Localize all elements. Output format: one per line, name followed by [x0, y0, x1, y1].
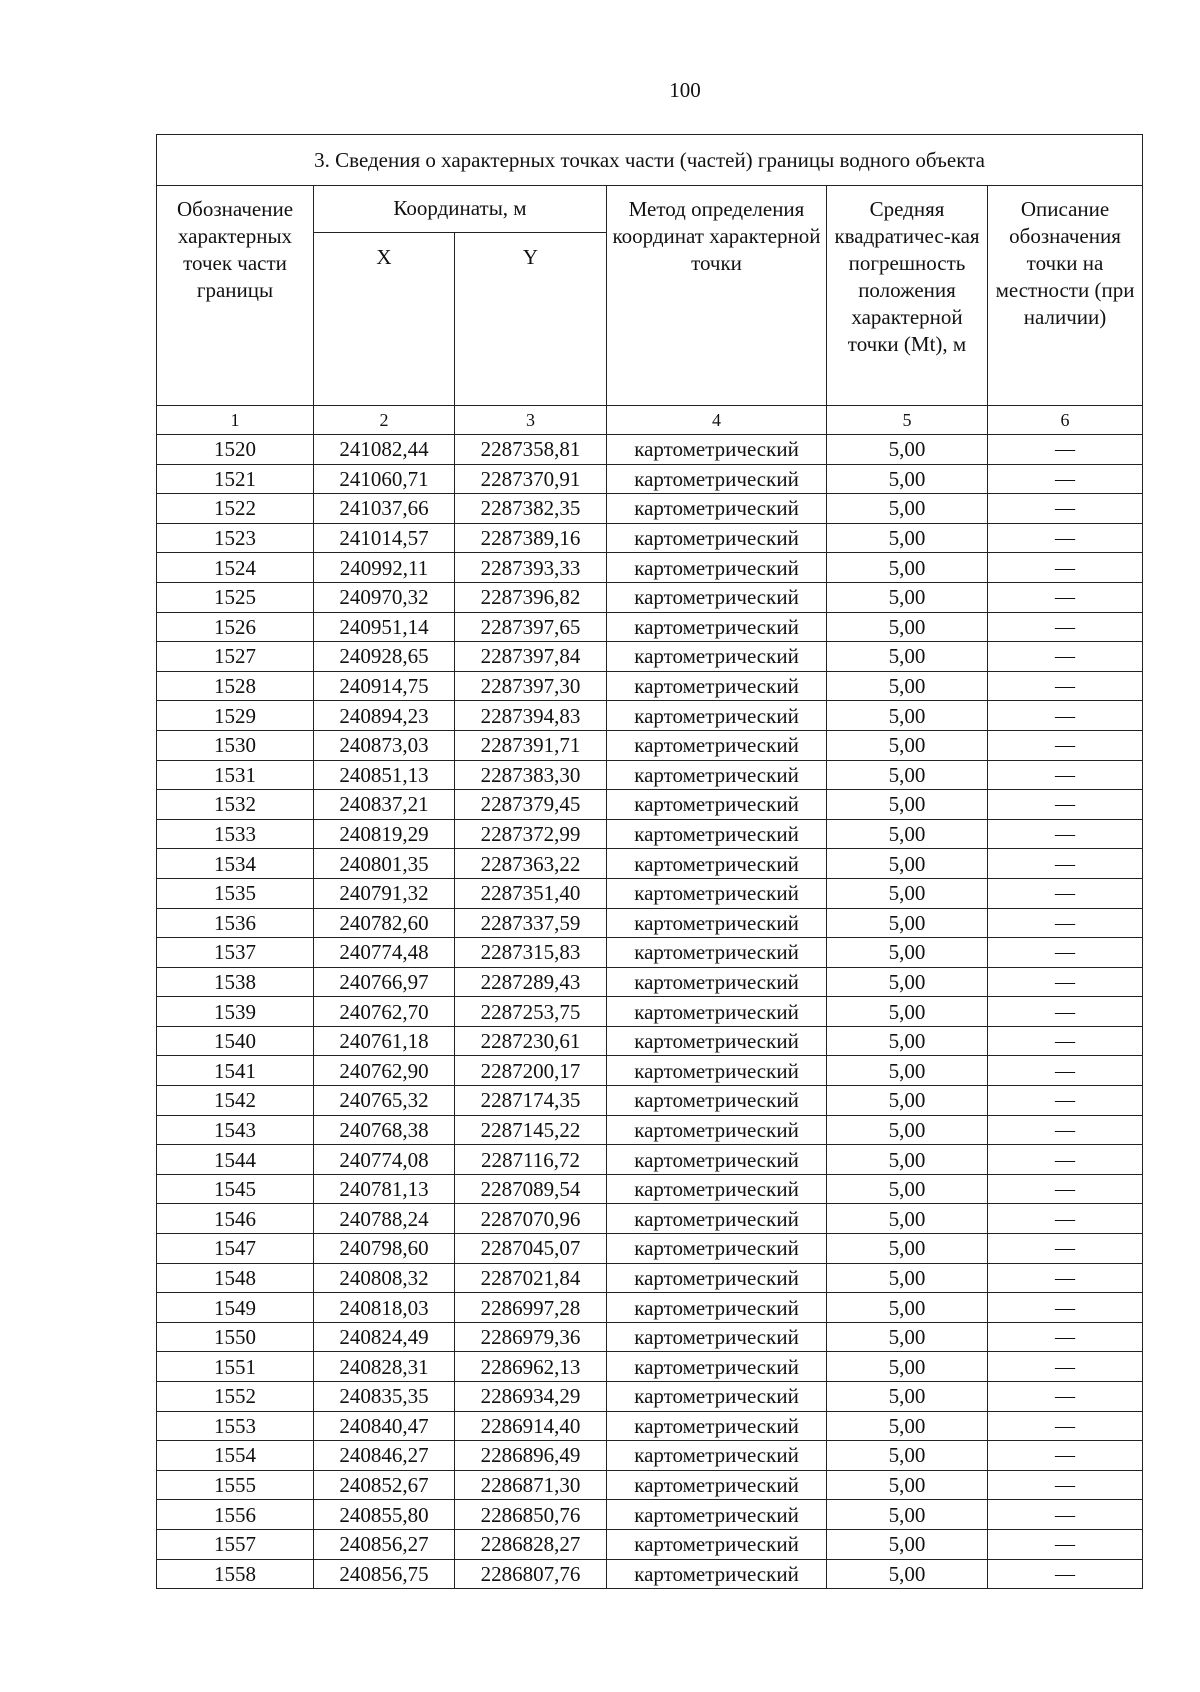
y-coordinate-cell: 2287391,71	[455, 730, 607, 760]
y-coordinate-cell: 2287372,99	[455, 819, 607, 849]
y-coordinate-cell: 2287383,30	[455, 760, 607, 790]
point-id-cell: 1522	[157, 494, 314, 524]
y-coordinate-cell: 2287389,16	[455, 523, 607, 553]
x-coordinate-cell: 240788,24	[314, 1204, 455, 1234]
description-cell: —	[988, 1322, 1143, 1352]
error-cell: 5,00	[827, 819, 988, 849]
x-coordinate-cell: 240970,32	[314, 582, 455, 612]
table-row	[157, 1470, 1143, 1500]
x-coordinate-cell: 240818,03	[314, 1293, 455, 1323]
description-cell: —	[988, 671, 1143, 701]
y-coordinate-cell: 2287382,35	[455, 494, 607, 524]
description-cell: —	[988, 464, 1143, 494]
method-cell: картометрический	[607, 997, 827, 1027]
y-coordinate-cell: 2286896,49	[455, 1441, 607, 1471]
method-cell: картометрический	[607, 1263, 827, 1293]
error-cell: 5,00	[827, 1529, 988, 1559]
x-coordinate-cell: 240928,65	[314, 642, 455, 672]
y-coordinate-cell: 2286962,13	[455, 1352, 607, 1382]
table-row	[157, 1322, 1143, 1352]
point-id-cell: 1547	[157, 1234, 314, 1264]
method-cell: картометрический	[607, 967, 827, 997]
column-number: 6	[988, 406, 1143, 435]
error-cell: 5,00	[827, 1500, 988, 1530]
point-id-cell: 1524	[157, 553, 314, 583]
description-cell: —	[988, 612, 1143, 642]
method-cell: картометрический	[607, 494, 827, 524]
point-id-cell: 1532	[157, 790, 314, 820]
point-id-cell: 1550	[157, 1322, 314, 1352]
description-cell: —	[988, 1204, 1143, 1234]
error-cell: 5,00	[827, 1352, 988, 1382]
header-coordinates: Координаты, м	[314, 186, 607, 233]
point-id-cell: 1543	[157, 1115, 314, 1145]
table-row	[157, 1086, 1143, 1116]
y-coordinate-cell: 2287315,83	[455, 938, 607, 968]
point-id-cell: 1541	[157, 1056, 314, 1086]
error-cell: 5,00	[827, 790, 988, 820]
x-coordinate-cell: 240768,38	[314, 1115, 455, 1145]
method-cell: картометрический	[607, 1529, 827, 1559]
table-row	[157, 494, 1143, 524]
x-coordinate-cell: 240781,13	[314, 1174, 455, 1204]
method-cell: картометрический	[607, 790, 827, 820]
point-id-cell: 1546	[157, 1204, 314, 1234]
point-id-cell: 1553	[157, 1411, 314, 1441]
description-cell: —	[988, 730, 1143, 760]
table-row	[157, 997, 1143, 1027]
x-coordinate-cell: 240855,80	[314, 1500, 455, 1530]
point-id-cell: 1558	[157, 1559, 314, 1589]
x-coordinate-cell: 240840,47	[314, 1411, 455, 1441]
y-coordinate-cell: 2287397,65	[455, 612, 607, 642]
description-cell: —	[988, 1026, 1143, 1056]
point-id-cell: 1555	[157, 1470, 314, 1500]
method-cell: картометрический	[607, 1322, 827, 1352]
point-id-cell: 1539	[157, 997, 314, 1027]
point-id-cell: 1531	[157, 760, 314, 790]
y-coordinate-cell: 2287021,84	[455, 1263, 607, 1293]
table-row	[157, 760, 1143, 790]
description-cell: —	[988, 1470, 1143, 1500]
description-cell: —	[988, 849, 1143, 879]
table-row	[157, 671, 1143, 701]
table-row	[157, 849, 1143, 879]
description-cell: —	[988, 642, 1143, 672]
method-cell: картометрический	[607, 671, 827, 701]
point-id-cell: 1538	[157, 967, 314, 997]
description-cell: —	[988, 701, 1143, 731]
table-row	[157, 1174, 1143, 1204]
method-cell: картометрический	[607, 938, 827, 968]
description-cell: —	[988, 1500, 1143, 1530]
header-x: X	[314, 233, 455, 406]
x-coordinate-cell: 240951,14	[314, 612, 455, 642]
x-coordinate-cell: 240774,48	[314, 938, 455, 968]
description-cell: —	[988, 1115, 1143, 1145]
error-cell: 5,00	[827, 938, 988, 968]
error-cell: 5,00	[827, 967, 988, 997]
method-cell: картометрический	[607, 819, 827, 849]
table-row	[157, 790, 1143, 820]
table-row	[157, 1500, 1143, 1530]
x-coordinate-cell: 241060,71	[314, 464, 455, 494]
point-id-cell: 1540	[157, 1026, 314, 1056]
error-cell: 5,00	[827, 878, 988, 908]
y-coordinate-cell: 2287393,33	[455, 553, 607, 583]
point-id-cell: 1534	[157, 849, 314, 879]
description-cell: —	[988, 790, 1143, 820]
method-cell: картометрический	[607, 730, 827, 760]
header-point-designation: Обозначение характерных точек части границы	[157, 186, 314, 406]
y-coordinate-cell: 2286997,28	[455, 1293, 607, 1323]
y-coordinate-cell: 2287397,84	[455, 642, 607, 672]
y-coordinate-cell: 2287045,07	[455, 1234, 607, 1264]
error-cell: 5,00	[827, 1056, 988, 1086]
table-row	[157, 1441, 1143, 1471]
error-cell: 5,00	[827, 553, 988, 583]
description-cell: —	[988, 878, 1143, 908]
y-coordinate-cell: 2286807,76	[455, 1559, 607, 1589]
method-cell: картометрический	[607, 1441, 827, 1471]
point-id-cell: 1535	[157, 878, 314, 908]
table-row	[157, 730, 1143, 760]
error-cell: 5,00	[827, 1293, 988, 1323]
y-coordinate-cell: 2287379,45	[455, 790, 607, 820]
y-coordinate-cell: 2286828,27	[455, 1529, 607, 1559]
method-cell: картометрический	[607, 1470, 827, 1500]
x-coordinate-cell: 240851,13	[314, 760, 455, 790]
table-row	[157, 464, 1143, 494]
table-row	[157, 701, 1143, 731]
table-row	[157, 1352, 1143, 1382]
y-coordinate-cell: 2287230,61	[455, 1026, 607, 1056]
point-id-cell: 1525	[157, 582, 314, 612]
description-cell: —	[988, 435, 1143, 465]
point-id-cell: 1544	[157, 1145, 314, 1175]
table-row	[157, 1145, 1143, 1175]
error-cell: 5,00	[827, 612, 988, 642]
x-coordinate-cell: 240798,60	[314, 1234, 455, 1264]
column-number: 1	[157, 406, 314, 435]
table-row	[157, 1411, 1143, 1441]
method-cell: картометрический	[607, 849, 827, 879]
page-number: 100	[669, 78, 701, 102]
description-cell: —	[988, 523, 1143, 553]
description-cell: —	[988, 1263, 1143, 1293]
method-cell: картометрический	[607, 878, 827, 908]
table-row	[157, 435, 1143, 465]
table-row	[157, 938, 1143, 968]
method-cell: картометрический	[607, 908, 827, 938]
header-y: Y	[455, 233, 607, 406]
y-coordinate-cell: 2286850,76	[455, 1500, 607, 1530]
error-cell: 5,00	[827, 1559, 988, 1589]
method-cell: картометрический	[607, 1056, 827, 1086]
table-title: 3. Сведения о характерных точках части (частей) границы водного объекта	[157, 135, 1143, 186]
y-coordinate-cell: 2287200,17	[455, 1056, 607, 1086]
point-id-cell: 1528	[157, 671, 314, 701]
y-coordinate-cell: 2287337,59	[455, 908, 607, 938]
x-coordinate-cell: 240819,29	[314, 819, 455, 849]
description-cell: —	[988, 908, 1143, 938]
point-id-cell: 1557	[157, 1529, 314, 1559]
point-id-cell: 1556	[157, 1500, 314, 1530]
method-cell: картометрический	[607, 701, 827, 731]
description-cell: —	[988, 1559, 1143, 1589]
method-cell: картометрический	[607, 1500, 827, 1530]
table-row	[157, 1559, 1143, 1589]
description-cell: —	[988, 1234, 1143, 1264]
description-cell: —	[988, 1174, 1143, 1204]
table-row	[157, 1263, 1143, 1293]
point-id-cell: 1523	[157, 523, 314, 553]
point-id-cell: 1552	[157, 1382, 314, 1412]
column-number: 3	[455, 406, 607, 435]
x-coordinate-cell: 240894,23	[314, 701, 455, 731]
x-coordinate-cell: 240791,32	[314, 878, 455, 908]
description-cell: —	[988, 1293, 1143, 1323]
x-coordinate-cell: 240835,35	[314, 1382, 455, 1412]
y-coordinate-cell: 2287253,75	[455, 997, 607, 1027]
method-cell: картометрический	[607, 553, 827, 583]
error-cell: 5,00	[827, 671, 988, 701]
description-cell: —	[988, 760, 1143, 790]
point-id-cell: 1527	[157, 642, 314, 672]
x-coordinate-cell: 240992,11	[314, 553, 455, 583]
description-cell: —	[988, 1352, 1143, 1382]
method-cell: картометрический	[607, 1145, 827, 1175]
point-id-cell: 1551	[157, 1352, 314, 1382]
method-cell: картометрический	[607, 760, 827, 790]
description-cell: —	[988, 494, 1143, 524]
x-coordinate-cell: 240766,97	[314, 967, 455, 997]
method-cell: картометрический	[607, 612, 827, 642]
y-coordinate-cell: 2287070,96	[455, 1204, 607, 1234]
x-coordinate-cell: 240801,35	[314, 849, 455, 879]
coordinates-table	[156, 134, 1143, 1589]
description-cell: —	[988, 819, 1143, 849]
error-cell: 5,00	[827, 1174, 988, 1204]
table-row	[157, 523, 1143, 553]
error-cell: 5,00	[827, 997, 988, 1027]
method-cell: картометрический	[607, 1411, 827, 1441]
point-id-cell: 1542	[157, 1086, 314, 1116]
y-coordinate-cell: 2287089,54	[455, 1174, 607, 1204]
error-cell: 5,00	[827, 1470, 988, 1500]
table-row	[157, 642, 1143, 672]
point-id-cell: 1533	[157, 819, 314, 849]
point-id-cell: 1520	[157, 435, 314, 465]
point-id-cell: 1521	[157, 464, 314, 494]
method-cell: картометрический	[607, 1382, 827, 1412]
x-coordinate-cell: 240837,21	[314, 790, 455, 820]
description-cell: —	[988, 1441, 1143, 1471]
point-id-cell: 1530	[157, 730, 314, 760]
table-row	[157, 908, 1143, 938]
description-cell: —	[988, 997, 1143, 1027]
method-cell: картометрический	[607, 464, 827, 494]
description-cell: —	[988, 553, 1143, 583]
error-cell: 5,00	[827, 1086, 988, 1116]
table-row	[157, 1529, 1143, 1559]
description-cell: —	[988, 967, 1143, 997]
error-cell: 5,00	[827, 1263, 988, 1293]
y-coordinate-cell: 2287363,22	[455, 849, 607, 879]
method-cell: картометрический	[607, 1174, 827, 1204]
error-cell: 5,00	[827, 494, 988, 524]
y-coordinate-cell: 2287351,40	[455, 878, 607, 908]
description-cell: —	[988, 1086, 1143, 1116]
error-cell: 5,00	[827, 760, 988, 790]
error-cell: 5,00	[827, 1322, 988, 1352]
method-cell: картометрический	[607, 435, 827, 465]
header-description: Описание обозначения точки на местности (при наличии)	[988, 186, 1143, 406]
y-coordinate-cell: 2287397,30	[455, 671, 607, 701]
description-cell: —	[988, 582, 1143, 612]
table-row	[157, 1204, 1143, 1234]
table-row	[157, 819, 1143, 849]
error-cell: 5,00	[827, 1382, 988, 1412]
y-coordinate-cell: 2287289,43	[455, 967, 607, 997]
y-coordinate-cell: 2287116,72	[455, 1145, 607, 1175]
error-cell: 5,00	[827, 1204, 988, 1234]
error-cell: 5,00	[827, 582, 988, 612]
method-cell: картометрический	[607, 1559, 827, 1589]
x-coordinate-cell: 240762,90	[314, 1056, 455, 1086]
description-cell: —	[988, 938, 1143, 968]
method-cell: картометрический	[607, 582, 827, 612]
description-cell: —	[988, 1382, 1143, 1412]
method-cell: картометрический	[607, 523, 827, 553]
x-coordinate-cell: 240828,31	[314, 1352, 455, 1382]
table-row	[157, 582, 1143, 612]
error-cell: 5,00	[827, 730, 988, 760]
point-id-cell: 1537	[157, 938, 314, 968]
table-row	[157, 1115, 1143, 1145]
y-coordinate-cell: 2287358,81	[455, 435, 607, 465]
description-cell: —	[988, 1411, 1143, 1441]
x-coordinate-cell: 240873,03	[314, 730, 455, 760]
error-cell: 5,00	[827, 701, 988, 731]
method-cell: картометрический	[607, 1293, 827, 1323]
error-cell: 5,00	[827, 1234, 988, 1264]
method-cell: картометрический	[607, 1234, 827, 1264]
table-row	[157, 878, 1143, 908]
method-cell: картометрический	[607, 1115, 827, 1145]
error-cell: 5,00	[827, 849, 988, 879]
x-coordinate-cell: 240846,27	[314, 1441, 455, 1471]
point-id-cell: 1536	[157, 908, 314, 938]
x-coordinate-cell: 240782,60	[314, 908, 455, 938]
y-coordinate-cell: 2287370,91	[455, 464, 607, 494]
y-coordinate-cell: 2287396,82	[455, 582, 607, 612]
point-id-cell: 1529	[157, 701, 314, 731]
method-cell: картометрический	[607, 1026, 827, 1056]
header-method: Метод определения координат характерной точки	[607, 186, 827, 406]
method-cell: картометрический	[607, 1086, 827, 1116]
description-cell: —	[988, 1529, 1143, 1559]
y-coordinate-cell: 2287394,83	[455, 701, 607, 731]
description-cell: —	[988, 1056, 1143, 1086]
table-row	[157, 1234, 1143, 1264]
x-coordinate-cell: 240762,70	[314, 997, 455, 1027]
error-cell: 5,00	[827, 1145, 988, 1175]
error-cell: 5,00	[827, 1026, 988, 1056]
header-error: Средняя квадратичес-кая погрешность положения характерной точки (Mt), м	[827, 186, 988, 406]
description-cell: —	[988, 1145, 1143, 1175]
table-row	[157, 1026, 1143, 1056]
error-cell: 5,00	[827, 523, 988, 553]
point-id-cell: 1548	[157, 1263, 314, 1293]
point-id-cell: 1526	[157, 612, 314, 642]
y-coordinate-cell: 2286914,40	[455, 1411, 607, 1441]
table-row	[157, 553, 1143, 583]
point-id-cell: 1554	[157, 1441, 314, 1471]
method-cell: картометрический	[607, 1204, 827, 1234]
x-coordinate-cell: 240824,49	[314, 1322, 455, 1352]
y-coordinate-cell: 2286979,36	[455, 1322, 607, 1352]
y-coordinate-cell: 2287145,22	[455, 1115, 607, 1145]
column-number: 5	[827, 406, 988, 435]
error-cell: 5,00	[827, 464, 988, 494]
x-coordinate-cell: 240856,75	[314, 1559, 455, 1589]
table-row	[157, 1056, 1143, 1086]
method-cell: картометрический	[607, 1352, 827, 1382]
point-id-cell: 1545	[157, 1174, 314, 1204]
x-coordinate-cell: 241014,57	[314, 523, 455, 553]
x-coordinate-cell: 240761,18	[314, 1026, 455, 1056]
error-cell: 5,00	[827, 1411, 988, 1441]
x-coordinate-cell: 240808,32	[314, 1263, 455, 1293]
y-coordinate-cell: 2286871,30	[455, 1470, 607, 1500]
method-cell: картометрический	[607, 642, 827, 672]
column-number: 2	[314, 406, 455, 435]
error-cell: 5,00	[827, 435, 988, 465]
error-cell: 5,00	[827, 908, 988, 938]
column-number: 4	[607, 406, 827, 435]
point-id-cell: 1549	[157, 1293, 314, 1323]
error-cell: 5,00	[827, 642, 988, 672]
error-cell: 5,00	[827, 1115, 988, 1145]
table-row	[157, 1382, 1143, 1412]
table-row	[157, 612, 1143, 642]
x-coordinate-cell: 241037,66	[314, 494, 455, 524]
table-row	[157, 967, 1143, 997]
x-coordinate-cell: 240852,67	[314, 1470, 455, 1500]
x-coordinate-cell: 241082,44	[314, 435, 455, 465]
table-body	[157, 435, 1143, 1589]
x-coordinate-cell: 240856,27	[314, 1529, 455, 1559]
y-coordinate-cell: 2287174,35	[455, 1086, 607, 1116]
x-coordinate-cell: 240765,32	[314, 1086, 455, 1116]
x-coordinate-cell: 240914,75	[314, 671, 455, 701]
x-coordinate-cell: 240774,08	[314, 1145, 455, 1175]
table-row	[157, 1293, 1143, 1323]
error-cell: 5,00	[827, 1441, 988, 1471]
y-coordinate-cell: 2286934,29	[455, 1382, 607, 1412]
